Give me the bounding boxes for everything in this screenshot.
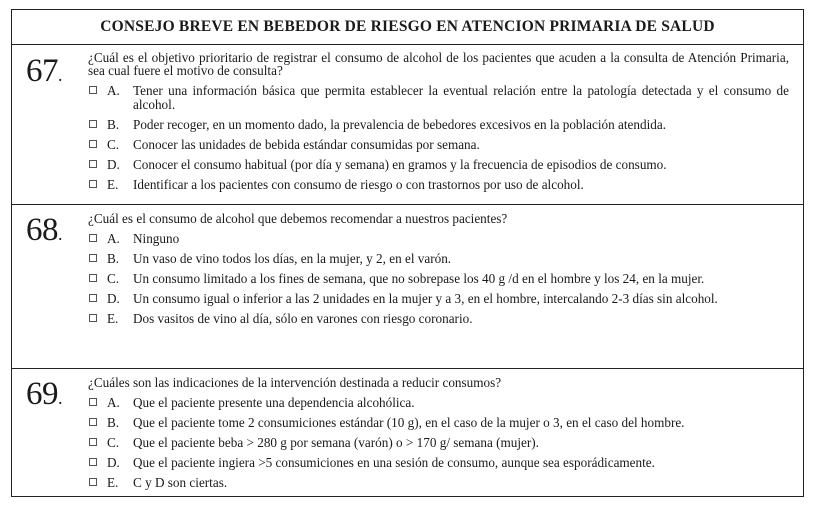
checkbox-icon[interactable] — [89, 418, 97, 426]
question-number — [26, 378, 62, 411]
checkbox-icon[interactable] — [89, 140, 97, 148]
option-letter: E. — [107, 176, 119, 192]
option-letter: D. — [107, 156, 120, 172]
option-text: Un consumo limitado a los fines de semana, que no sobrepase los 40 g /d en el hombre y los 24, en la mujer. — [133, 271, 705, 286]
question-text: ¿Cuáles son las indicaciones de la intervención destinada a reducir consumos? — [88, 375, 502, 390]
option-text: Que el paciente ingiera >5 consumiciones en una sesión de consumo, aunque sea esporádicamente. — [133, 455, 655, 470]
option-letter: A. — [107, 231, 120, 246]
option-b[interactable] — [88, 118, 789, 131]
option-e[interactable] — [88, 476, 789, 489]
question-number — [26, 214, 62, 247]
checkbox-icon[interactable] — [89, 120, 97, 128]
checkbox-icon[interactable] — [89, 234, 97, 242]
option-letter: B. — [107, 116, 120, 132]
question-number-value: 69 — [26, 376, 58, 412]
option-text: Dos vasitos de vino al día, sólo en varones con riesgo coronario. — [133, 311, 473, 326]
option-letter: B. — [107, 251, 120, 266]
option-text: Conocer el consumo habitual (por día y semana) en gramos y la frecuencia de episodios de consumo. — [133, 156, 667, 172]
checkbox-icon[interactable] — [89, 86, 97, 94]
option-letter: A. — [107, 395, 120, 410]
option-text: Que el paciente presente una dependencia alcohólica. — [133, 395, 415, 410]
question-body — [88, 212, 789, 325]
checkbox-icon[interactable] — [89, 294, 97, 302]
option-text: Un vaso de vino todos los días, en la mujer, y 2, en el varón. — [133, 251, 452, 266]
option-letter: E. — [107, 311, 119, 326]
option-letter: C. — [107, 435, 120, 450]
question-block-67 — [12, 45, 803, 205]
checkbox-icon[interactable] — [89, 398, 97, 406]
page-title: CONSEJO BREVE EN BEBEDOR DE RIESGO EN ATENCION PRIMARIA DE SALUD — [12, 10, 803, 45]
checkbox-icon[interactable] — [89, 458, 97, 466]
option-text: Que el paciente tome 2 consumiciones estándar (10 g), en el caso de la mujer o 3, en el caso del hombre. — [133, 415, 685, 430]
checkbox-icon[interactable] — [89, 438, 97, 446]
option-text: Tener una información básica que permita establecer la eventual relación entre la patología detectada y el consumo de alcohol. — [133, 83, 789, 112]
option-letter: D. — [107, 291, 120, 306]
option-letter: A. — [107, 83, 120, 99]
option-d[interactable] — [88, 456, 789, 469]
question-body — [88, 376, 789, 489]
question-number-dot: . — [58, 224, 62, 244]
option-text: Conocer las unidades de bebida estándar consumidas por semana. — [133, 136, 480, 152]
option-b[interactable] — [88, 252, 789, 265]
option-text: Ninguno — [133, 231, 180, 246]
option-letter: C. — [107, 136, 120, 152]
checkbox-icon[interactable] — [89, 274, 97, 282]
option-text: Que el paciente beba > 280 g por semana (varón) o > 170 g/ semana (mujer). — [133, 435, 539, 450]
option-b[interactable] — [88, 416, 789, 429]
option-text: Identificar a los pacientes con consumo de riesgo o con trastornos por uso de alcohol. — [133, 176, 584, 192]
question-block-69 — [12, 369, 803, 497]
option-c[interactable] — [88, 138, 789, 151]
option-letter: E. — [107, 475, 119, 490]
questionnaire-sheet — [11, 9, 804, 497]
checkbox-icon[interactable] — [89, 180, 97, 188]
option-a[interactable] — [88, 232, 789, 245]
option-text: C y D son ciertas. — [133, 475, 228, 490]
option-text: Poder recoger, en un momento dado, la prevalencia de bebedores excesivos en la población atendida. — [133, 116, 666, 132]
question-number-value: 67 — [26, 53, 58, 89]
question-text: ¿Cuál es el objetivo prioritario de registrar el consumo de alcohol de los pacientes que acuden a la consulta de Atención Primaria, sea cual fuere el motivo de consulta? — [88, 50, 789, 79]
option-text: Un consumo igual o inferior a las 2 unidades en la mujer y a 3, en el hombre, intercalando 2-3 días sin alcohol. — [133, 291, 718, 306]
checkbox-icon[interactable] — [89, 254, 97, 262]
option-a[interactable] — [88, 84, 789, 111]
question-number-dot: . — [58, 388, 62, 408]
option-c[interactable] — [88, 272, 789, 285]
question-number-dot: . — [58, 65, 62, 85]
checkbox-icon[interactable] — [89, 314, 97, 322]
checkbox-icon[interactable] — [89, 160, 97, 168]
option-letter: C. — [107, 271, 120, 286]
option-d[interactable] — [88, 158, 789, 171]
question-number-value: 68 — [26, 212, 58, 248]
option-d[interactable] — [88, 292, 789, 305]
option-letter: D. — [107, 455, 120, 470]
question-text: ¿Cuál es el consumo de alcohol que debemos recomendar a nuestros pacientes? — [88, 211, 508, 226]
option-c[interactable] — [88, 436, 789, 449]
option-letter: B. — [107, 415, 120, 430]
option-e[interactable] — [88, 312, 789, 325]
option-e[interactable] — [88, 178, 789, 191]
question-number — [26, 55, 62, 88]
question-block-68 — [12, 205, 803, 369]
checkbox-icon[interactable] — [89, 478, 97, 486]
option-a[interactable] — [88, 396, 789, 409]
question-body — [88, 51, 789, 191]
